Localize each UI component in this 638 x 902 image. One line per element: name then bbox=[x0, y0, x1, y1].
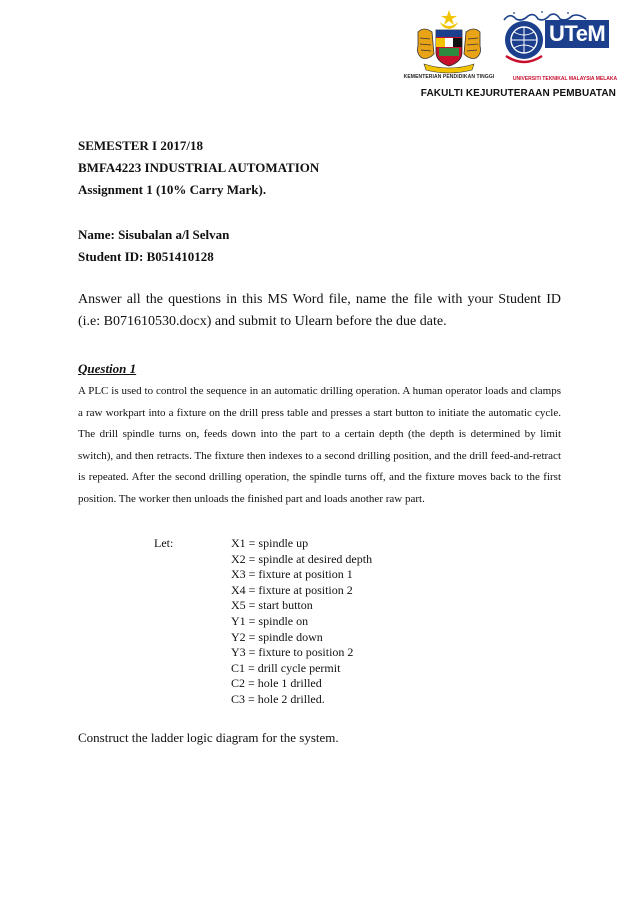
let-label: Let: bbox=[154, 536, 174, 550]
utem-wordmark: UTeM bbox=[545, 20, 609, 48]
student-id: Student ID: B051410128 bbox=[78, 249, 214, 264]
question-body: A PLC is used to control the sequence in an automatic drilling operation. A human operator loads and clamps a raw workpart into a fixture on the drill press table and presses a start button to initiate the automatic cycle. The drill spindle turns on, feeds down into the part to a certain depth (the depth is determined by limit switch), and then retracts. The fixture then indexes to a second drilling position, and the drill feed-and-retract is repeated. After the second drilling operation, the spindle turns off, and the fixture moves back to the first position. The worker then unloads the finished part and loads another raw part. bbox=[78, 385, 561, 505]
university-logo bbox=[502, 10, 628, 90]
variable-item: X1 = spindle up bbox=[231, 536, 309, 550]
student-name: Name: Sisubalan a/l Selvan bbox=[78, 227, 230, 242]
faculty-name: FAKULTI KEJURUTERAAN PEMBUATAN bbox=[420, 88, 616, 99]
semester-line: SEMESTER I 2017/18 bbox=[78, 138, 203, 153]
variable-item: X4 = fixture at position 2 bbox=[231, 582, 353, 597]
variable-item: Y1 = spindle on bbox=[231, 613, 309, 628]
jawi-script-icon bbox=[502, 10, 588, 24]
variable-item: C3 = hole 2 drilled. bbox=[231, 691, 325, 706]
variable-item: C1 = drill cycle permit bbox=[231, 660, 341, 675]
variable-item: C2 = hole 1 drilled bbox=[231, 676, 322, 691]
question-title: Question 1 bbox=[78, 361, 137, 376]
variable-item: X5 = start button bbox=[231, 598, 313, 613]
variable-item: X2 = spindle at desired depth bbox=[231, 551, 373, 566]
task-instruction: Construct the ladder logic diagram for the system. bbox=[78, 730, 339, 745]
variable-item: Y2 = spindle down bbox=[231, 629, 323, 644]
ministry-logo bbox=[400, 8, 498, 90]
ministry-name: KEMENTERIAN PENDIDIKAN TINGGI bbox=[403, 74, 495, 80]
assignment-title: Assignment 1 (10% Carry Mark). bbox=[78, 182, 267, 197]
header-logos bbox=[398, 8, 630, 90]
university-name: UNIVERSITI TEKNIKAL MALAYSIA MELAKA bbox=[512, 76, 618, 82]
variable-list bbox=[231, 536, 372, 708]
variable-item: Y3 = fixture to position 2 bbox=[231, 645, 354, 660]
variable-item: X3 = fixture at position 1 bbox=[231, 567, 353, 582]
coat-of-arms-icon bbox=[410, 8, 488, 74]
instructions-paragraph: Answer all the questions in this MS Word file, name the file with your Student ID (i.e: B071610530.docx) and submit to Ulearn before the due date. bbox=[78, 292, 561, 329]
course-title: BMFA4223 INDUSTRIAL AUTOMATION bbox=[78, 160, 320, 175]
